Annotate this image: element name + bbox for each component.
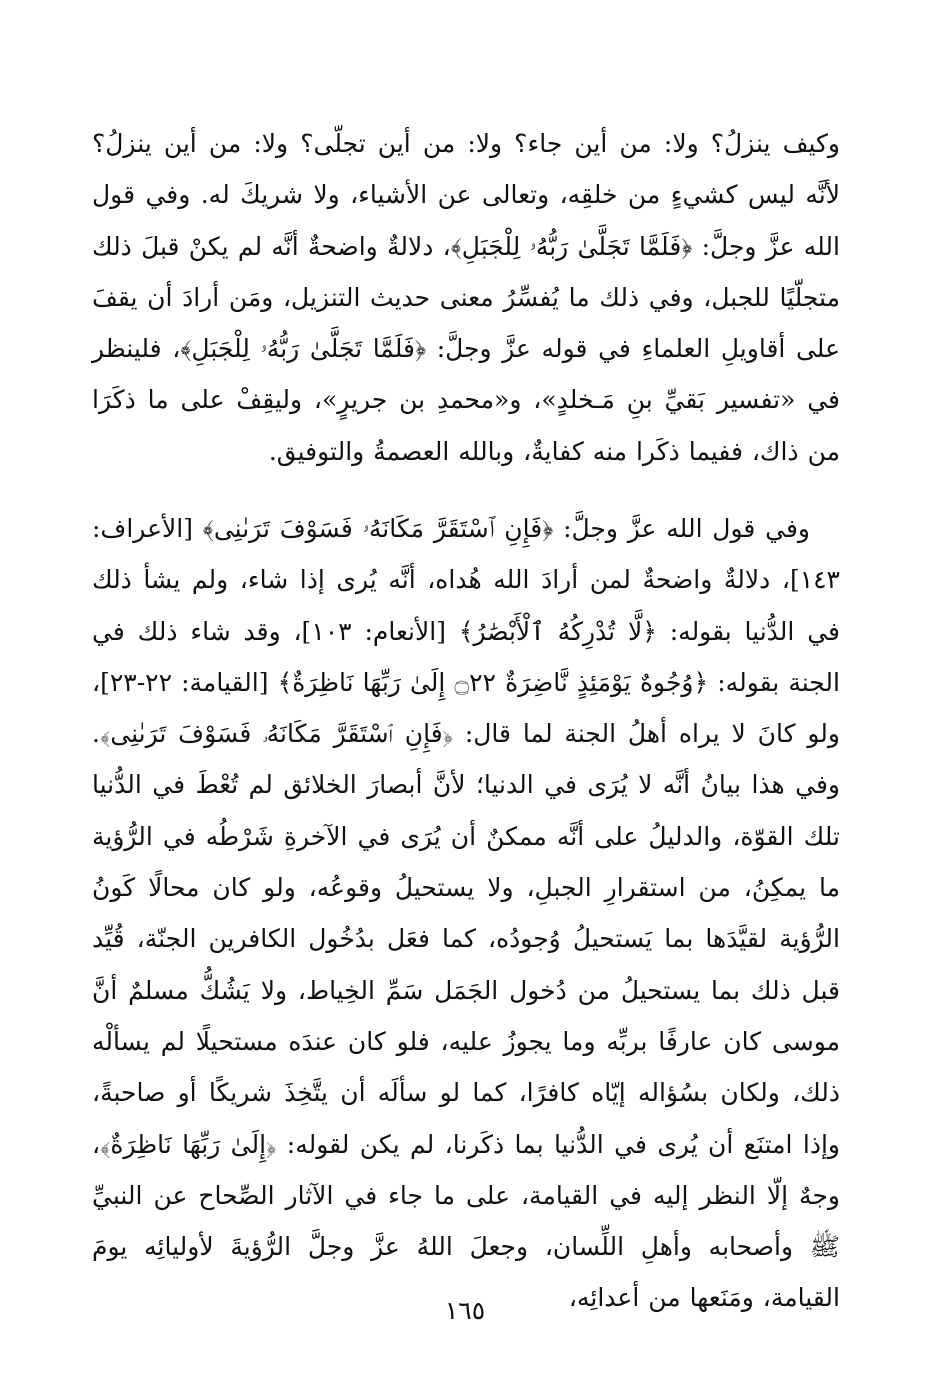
page-number: ١٦٥ [444, 1296, 486, 1325]
paragraph-1: وكيف ينزلُ؟ ولا: من أين جاء؟ ولا: من أين تجلّى؟ ولا: من أين ينزلُ؟ لأنَّه ليس كشيءٍ من خلقِه، وتعالى عن الأشياء، ولا شريكَ له. وفي قول الله عزَّ وجلَّ: ﴿فَلَمَّا تَجَلَّىٰ رَبُّهُۥ لِلْجَبَلِ﴾، دلالةٌ واضحةٌ أنَّه لم يكنْ قبلَ ذلك متجلّيًا للجبل، وفي ذلك ما يُفسِّرُ معنى حديث التنزيل، ومَن أرادَ أن يقفَ على أقاويلِ العلماءِ في قوله عزَّ وجلَّ: ﴿فَلَمَّا تَجَلَّىٰ رَبُّهُۥ لِلْجَبَلِ﴾، فلينظر في «تفسير بَقيِّ بنِ مَـخلدٍ»، و«محمدِ بن جريرٍ»، وليقِفْ على ما ذكَرَا من ذاك، ففيما ذكَرا منه كفايةٌ، وبالله العصمةُ والتوفيق. [92, 129, 840, 466]
paragraph-2: وفي قول الله عزَّ وجلَّ: ﴿فَإِنِ ٱسْتَقَرَّ مَكَانَهُۥ فَسَوْفَ تَرَىٰنِى﴾ [الأعراف: ١٤٣]، دلالةٌ واضحةٌ لمن أرادَ الله هُداه، أنَّه يُرى إذا شاء، ولم يشأ ذلك في الدُّنيا بقوله: ﴿لَّا تُدْرِكُهُ ٱلْأَبْصَٰرُ﴾ [الأنعام: ١٠٣]، وقد شاء ذلك في الجنة بقوله: ﴿وُجُوهٌ يَوْمَئِذٍ نَّاضِرَةٌ ۝٢٢ إِلَىٰ رَبِّهَا نَاظِرَةٌ﴾ [القيامة: ٢٢-٢٣]، ولو كانَ لا يراه أهلُ الجنة لما قال: ﴿فَإِنِ ٱسْتَقَرَّ مَكَانَهُۥ فَسَوْفَ تَرَىٰنِى﴾. وفي هذا بيانُ أنَّه لا يُرَى في الدنيا؛ لأنَّ أبصارَ الخلائق لم تُعْطَ في الدُّنيا تلك القوّة، والدليلُ على أنَّه ممكنٌ أن يُرَى في الآخرةِ شَرْطُه في الرُّؤية ما يمكِنُ، من استقرارِ الجبلِ، ولا يستحيلُ وقوعُه، ولو كان محالًا كَونُ الرُّؤية لقيَّدَها بما يَستحيلُ وُجودُه، كما فعَل بدُخُول الكافرين الجنّة، قُيِّد قبل ذلك بما يستحيلُ من دُخول الجَمَل سَمِّ الخِياط، ولا يَشُكُّ مسلمٌ أنَّ موسى كان عارفًا بربِّه وما يجوزُ عليه، فلو كان عندَه مستحيلًا لم يسألْه ذلك، ولكان بسُؤاله إيّاه كافرًا، كما لو سألَه أن يتَّخِذَ شريكًا أو صاحبةً، وإذا امتنَع أن يُرى في الدُّنيا بما ذكَرنا، لم يكن لقوله: ﴿إِلَىٰ رَبِّهَا نَاظِرَةٌ﴾، وجهٌ إلّا النظر إليه في القيامة، على ما جاء في الآثار الصِّحاح عن النبيِّ ﷺ وأصحابه وأهلِ اللِّسان، وجعلَ اللهُ عزَّ وجلَّ الرُّؤيةَ لأوليائِه يومَ القيامة، ومَنَعها من أعدائِه، [92, 514, 841, 1313]
